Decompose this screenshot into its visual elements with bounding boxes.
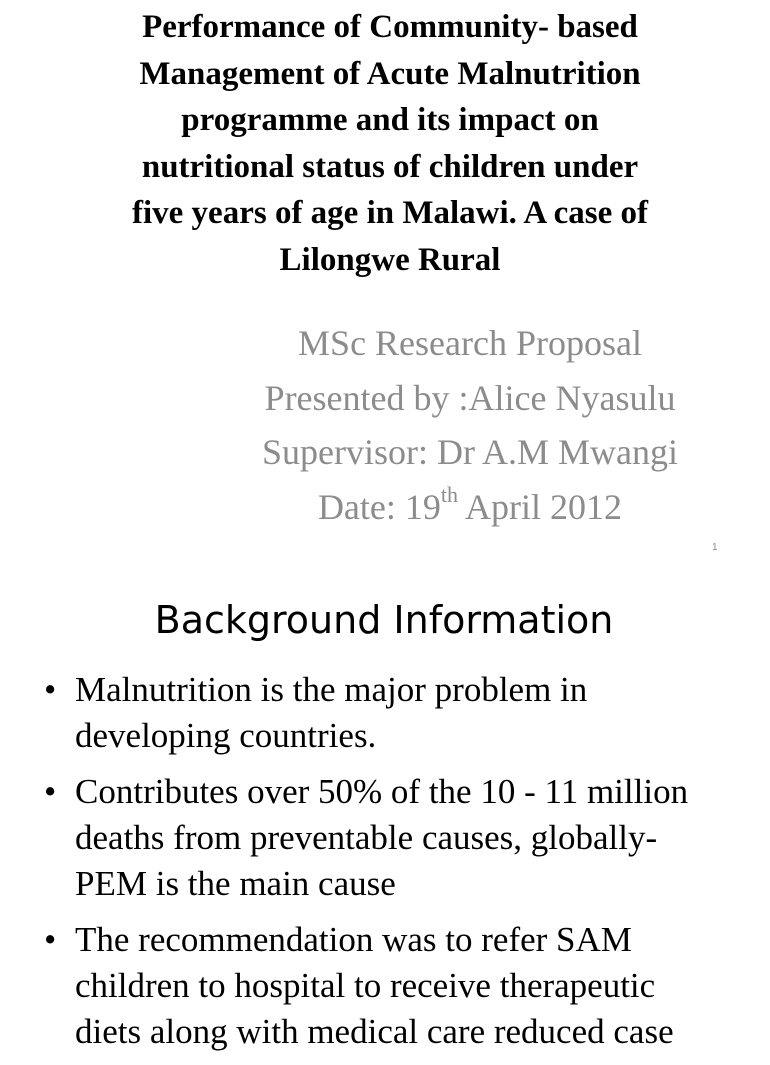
title-line: nutritional status of children under [141, 148, 639, 185]
bullet-line: Malnutrition is the major problem in [75, 670, 588, 709]
bullet-icon: • [44, 670, 57, 709]
slide-number: 1 [712, 542, 718, 553]
bullet-line: children to hospital to receive therapeutic [75, 966, 656, 1005]
bullet-line: developing countries. [75, 716, 377, 755]
bullet-icon: • [44, 920, 57, 959]
presentation-date [170, 480, 770, 535]
presentation-subtitle [170, 316, 770, 534]
title-line: Management of Acute Malnutrition [139, 55, 641, 92]
bullet-item [0, 769, 768, 907]
bullet-list [0, 667, 768, 1065]
date-ordinal: th [440, 481, 459, 507]
background-slide [0, 565, 768, 1051]
bullet-line: PEM is the main cause [75, 864, 396, 903]
title-line: programme and its impact on [181, 102, 599, 138]
bullet-icon: • [44, 772, 57, 811]
bullet-line: diets along with medical care reduced case [75, 1012, 674, 1051]
bullet-line: Contributes over 50% of the 10 - 11 million [75, 772, 689, 811]
presenter: Presented by :Alice Nyasulu [264, 377, 676, 418]
bullet-item [0, 667, 768, 759]
supervisor: Supervisor: Dr A.M Mwangi [262, 432, 678, 472]
date-prefix: Date: 19 [317, 486, 441, 527]
bullet-item [0, 917, 768, 1055]
date-suffix: April 2012 [458, 486, 623, 527]
title-line: Lilongwe Rural [279, 241, 501, 278]
presentation-title [40, 4, 740, 283]
proposal-type: MSc Research Proposal [298, 323, 642, 363]
title-line: Performance of Community- based [142, 9, 638, 45]
slide-title: Background Information [154, 598, 614, 642]
bullet-line: deaths from preventable causes, globally- [75, 818, 658, 857]
title-line: five years of age in Malawi. A case of [132, 195, 648, 231]
bullet-line: The recommendation was to refer SAM [75, 920, 632, 959]
